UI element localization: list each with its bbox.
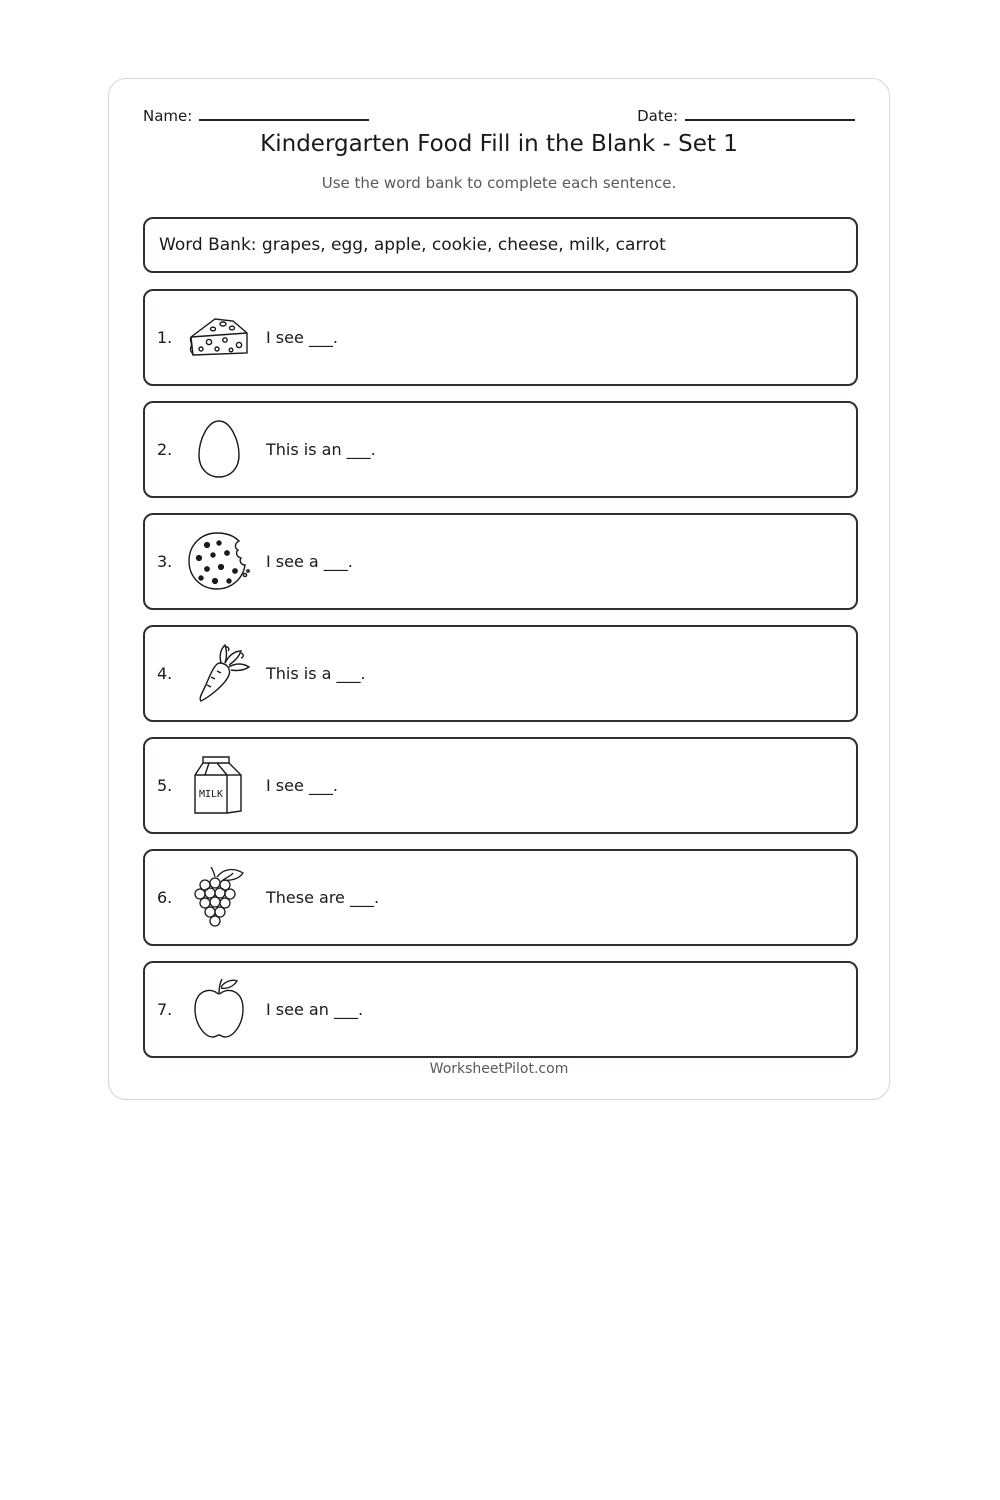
- question-item: [143, 737, 858, 834]
- question-sentence: This is a ___.: [266, 664, 366, 683]
- question-number: 5.: [157, 776, 173, 795]
- question-number: 2.: [157, 440, 173, 459]
- apple-icon: [187, 979, 251, 1039]
- question-item: [143, 849, 858, 946]
- question-number: 1.: [157, 328, 173, 347]
- question-sentence: I see ___.: [266, 328, 338, 347]
- question-sentence: These are ___.: [266, 888, 380, 907]
- name-label: Name:: [143, 107, 193, 125]
- date-label: Date:: [637, 107, 678, 125]
- question-sentence: I see a ___.: [266, 552, 353, 571]
- instructions: Use the word bank to complete each sentence.: [321, 174, 677, 192]
- question-number: 3.: [157, 552, 173, 571]
- grapes-icon: [187, 867, 251, 927]
- word-bank-text: Word Bank: grapes, egg, apple, cookie, cheese, milk, carrot: [159, 235, 666, 255]
- date-blank-line[interactable]: [685, 119, 855, 121]
- milk-label: MILK: [198, 789, 224, 800]
- page-title: Kindergarten Food Fill in the Blank - Set 1: [260, 131, 738, 157]
- worksheet-page: [108, 78, 890, 1100]
- header-fields: [143, 107, 855, 129]
- question-item: [143, 401, 858, 498]
- name-blank-line[interactable]: [199, 119, 369, 121]
- question-item: [143, 625, 858, 722]
- milk-carton-icon: [187, 755, 251, 815]
- cheese-icon: [187, 307, 251, 367]
- name-field[interactable]: [143, 107, 369, 125]
- date-field[interactable]: [637, 107, 855, 125]
- question-number: 7.: [157, 1000, 173, 1019]
- footer-credit: WorksheetPilot.com: [429, 1061, 569, 1077]
- word-bank: [143, 217, 858, 273]
- carrot-icon: [187, 643, 251, 703]
- question-number: 6.: [157, 888, 173, 907]
- question-sentence: This is an ___.: [266, 440, 376, 459]
- egg-icon: [187, 419, 251, 479]
- question-item: [143, 961, 858, 1058]
- question-sentence: I see ___.: [266, 776, 338, 795]
- question-item: [143, 289, 858, 386]
- question-item: [143, 513, 858, 610]
- cookie-icon: [187, 531, 251, 591]
- question-number: 4.: [157, 664, 173, 683]
- question-sentence: I see an ___.: [266, 1000, 364, 1019]
